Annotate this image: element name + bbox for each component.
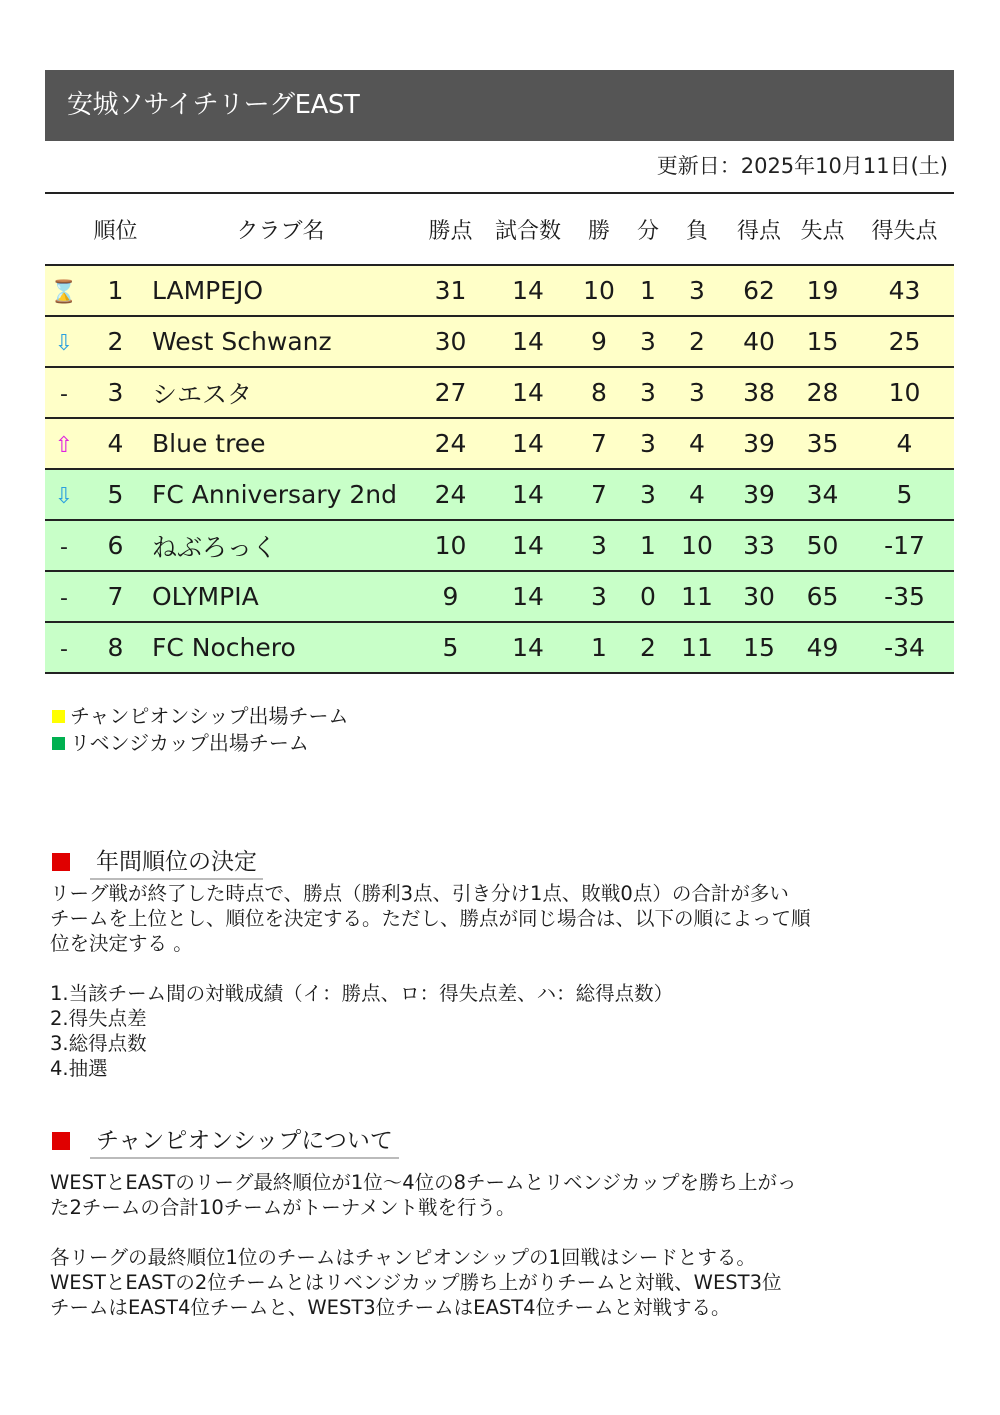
table-row <box>45 622 954 673</box>
header-played: 試合数 <box>488 193 568 265</box>
paragraph-line: 4.抽選 <box>50 1057 108 1080</box>
points-cell: 31 <box>413 265 488 316</box>
wins-cell: 9 <box>568 316 630 367</box>
arrow-down-icon: ⇩ <box>54 484 74 509</box>
section-heading-championship <box>52 1122 399 1159</box>
arrow-down-icon: ⇩ <box>54 331 74 356</box>
wins-cell: 10 <box>568 265 630 316</box>
wins-cell: 7 <box>568 469 630 520</box>
trend-cell <box>45 265 83 316</box>
header-points: 勝点 <box>413 193 488 265</box>
trend-cell <box>45 316 83 367</box>
trend-cell <box>45 520 83 571</box>
goals-against-cell: 49 <box>790 622 855 673</box>
club-name-cell: ねぶろっく <box>148 520 413 571</box>
goal-diff-cell: 4 <box>855 418 954 469</box>
losses-cell: 11 <box>666 571 728 622</box>
table-header-row <box>45 193 954 265</box>
header-club: クラブ名 <box>148 193 413 265</box>
losses-cell: 2 <box>666 316 728 367</box>
points-cell: 9 <box>413 571 488 622</box>
trend-cell <box>45 418 83 469</box>
goals-against-cell: 15 <box>790 316 855 367</box>
goals-for-cell: 62 <box>728 265 790 316</box>
goals-against-cell: 65 <box>790 571 855 622</box>
table-row <box>45 520 954 571</box>
legend-swatch-green <box>52 737 65 750</box>
losses-cell: 4 <box>666 469 728 520</box>
paragraph-line: 1.当該チーム間の対戦成績（イ：勝点、ロ：得失点差、ハ：総得点数） <box>50 982 674 1005</box>
club-name-cell: FC Nochero <box>148 622 413 673</box>
points-cell: 30 <box>413 316 488 367</box>
rank-cell: 3 <box>83 367 148 418</box>
trend-cell <box>45 571 83 622</box>
paragraph-line: チームはEAST4位チームと、WEST3位チームはEAST4位チームと対戦する。 <box>50 1296 731 1319</box>
legend-label: チャンピオンシップ出場チーム <box>70 704 349 728</box>
draws-cell: 0 <box>630 571 666 622</box>
legend-item-revenge <box>52 730 349 757</box>
goals-against-cell: 50 <box>790 520 855 571</box>
club-name-cell: FC Anniversary 2nd <box>148 469 413 520</box>
section-heading-text: 年間順位の決定 <box>90 843 263 880</box>
wins-cell: 3 <box>568 520 630 571</box>
header-rank: 順位 <box>83 193 148 265</box>
rank-cell: 2 <box>83 316 148 367</box>
goal-diff-cell: -17 <box>855 520 954 571</box>
draws-cell: 3 <box>630 367 666 418</box>
goals-for-cell: 39 <box>728 418 790 469</box>
paragraph-line: WESTとEASTのリーグ最終順位が1位～4位の8チームとリベンジカップを勝ち上がっ <box>50 1171 797 1194</box>
paragraph-line: WESTとEASTの2位チームとはリベンジカップ勝ち上がりチームと対戦、WEST3位 <box>50 1271 782 1294</box>
header-wins: 勝 <box>568 193 630 265</box>
legend <box>52 703 349 757</box>
goals-for-cell: 15 <box>728 622 790 673</box>
goals-against-cell: 34 <box>790 469 855 520</box>
paragraph-line: 2.得失点差 <box>50 1007 147 1030</box>
points-cell: 5 <box>413 622 488 673</box>
table-row <box>45 571 954 622</box>
updated-date: 更新日：2025年10月11日(土) <box>656 154 948 178</box>
draws-cell: 1 <box>630 520 666 571</box>
unchanged-dash-icon: - <box>60 586 68 611</box>
standings-table <box>45 192 954 674</box>
section-body-ranking <box>50 881 955 1081</box>
rank-cell: 5 <box>83 469 148 520</box>
goal-diff-cell: -35 <box>855 571 954 622</box>
table-row <box>45 316 954 367</box>
goal-diff-cell: 10 <box>855 367 954 418</box>
played-cell: 14 <box>488 469 568 520</box>
wins-cell: 7 <box>568 418 630 469</box>
rank-cell: 8 <box>83 622 148 673</box>
losses-cell: 4 <box>666 418 728 469</box>
losses-cell: 11 <box>666 622 728 673</box>
club-name-cell: OLYMPIA <box>148 571 413 622</box>
rank-cell: 1 <box>83 265 148 316</box>
arrow-up-icon: ⇧ <box>54 433 74 458</box>
draws-cell: 3 <box>630 418 666 469</box>
header-draws: 分 <box>630 193 666 265</box>
played-cell: 14 <box>488 316 568 367</box>
points-cell: 10 <box>413 520 488 571</box>
header-goals-against: 失点 <box>790 193 855 265</box>
losses-cell: 3 <box>666 367 728 418</box>
table-row <box>45 367 954 418</box>
played-cell: 14 <box>488 367 568 418</box>
red-square-icon <box>52 853 70 871</box>
rank-cell: 7 <box>83 571 148 622</box>
club-name-cell: Blue tree <box>148 418 413 469</box>
played-cell: 14 <box>488 418 568 469</box>
paragraph-line: リーグ戦が終了した時点で、勝点（勝利3点、引き分け1点、敗戦0点）の合計が多い <box>50 882 789 905</box>
trend-cell <box>45 367 83 418</box>
draws-cell: 1 <box>630 265 666 316</box>
table-row <box>45 418 954 469</box>
table-row <box>45 265 954 316</box>
table-row <box>45 469 954 520</box>
paragraph-line: チームを上位とし、順位を決定する。ただし、勝点が同じ場合は、以下の順によって順 <box>50 907 811 930</box>
paragraph-line: 3.総得点数 <box>50 1032 147 1055</box>
blank-line <box>50 956 955 981</box>
trend-cell <box>45 469 83 520</box>
unchanged-dash-icon: - <box>60 535 68 560</box>
points-cell: 24 <box>413 469 488 520</box>
trophy-icon: ⌛ <box>50 280 78 305</box>
goal-diff-cell: 25 <box>855 316 954 367</box>
header-losses: 負 <box>666 193 728 265</box>
played-cell: 14 <box>488 571 568 622</box>
header-goals-for: 得点 <box>728 193 790 265</box>
wins-cell: 1 <box>568 622 630 673</box>
goals-for-cell: 39 <box>728 469 790 520</box>
paragraph-line: 位を決定する 。 <box>50 932 193 955</box>
draws-cell: 3 <box>630 316 666 367</box>
paragraph-line: 各リーグの最終順位1位のチームはチャンピオンシップの1回戦はシードとする。 <box>50 1246 756 1269</box>
draws-cell: 3 <box>630 469 666 520</box>
page-title: 安城ソサイチリーグEAST <box>45 70 954 141</box>
section-heading-text: チャンピオンシップについて <box>90 1122 399 1159</box>
header-goal-diff: 得失点 <box>855 193 954 265</box>
club-name-cell: West Schwanz <box>148 316 413 367</box>
unchanged-dash-icon: - <box>60 382 68 407</box>
goals-against-cell: 28 <box>790 367 855 418</box>
legend-label: リベンジカップ出場チーム <box>70 731 309 755</box>
points-cell: 27 <box>413 367 488 418</box>
played-cell: 14 <box>488 520 568 571</box>
red-square-icon <box>52 1132 70 1150</box>
goals-for-cell: 38 <box>728 367 790 418</box>
club-name-cell: LAMPEJO <box>148 265 413 316</box>
points-cell: 24 <box>413 418 488 469</box>
goal-diff-cell: -34 <box>855 622 954 673</box>
draws-cell: 2 <box>630 622 666 673</box>
played-cell: 14 <box>488 622 568 673</box>
goals-for-cell: 33 <box>728 520 790 571</box>
club-name-cell: シエスタ <box>148 367 413 418</box>
trend-cell <box>45 622 83 673</box>
goals-for-cell: 30 <box>728 571 790 622</box>
header-mark <box>45 193 83 265</box>
paragraph-line: た2チームの合計10チームがトーナメント戦を行う。 <box>50 1196 516 1219</box>
goals-for-cell: 40 <box>728 316 790 367</box>
wins-cell: 8 <box>568 367 630 418</box>
losses-cell: 10 <box>666 520 728 571</box>
section-heading-ranking <box>52 843 263 880</box>
played-cell: 14 <box>488 265 568 316</box>
goal-diff-cell: 5 <box>855 469 954 520</box>
rank-cell: 4 <box>83 418 148 469</box>
section-body-championship <box>50 1170 955 1320</box>
unchanged-dash-icon: - <box>60 637 68 662</box>
wins-cell: 3 <box>568 571 630 622</box>
losses-cell: 3 <box>666 265 728 316</box>
blank-line <box>50 1220 955 1245</box>
legend-item-championship <box>52 703 349 730</box>
goals-against-cell: 35 <box>790 418 855 469</box>
goals-against-cell: 19 <box>790 265 855 316</box>
rank-cell: 6 <box>83 520 148 571</box>
goal-diff-cell: 43 <box>855 265 954 316</box>
legend-swatch-yellow <box>52 710 65 723</box>
